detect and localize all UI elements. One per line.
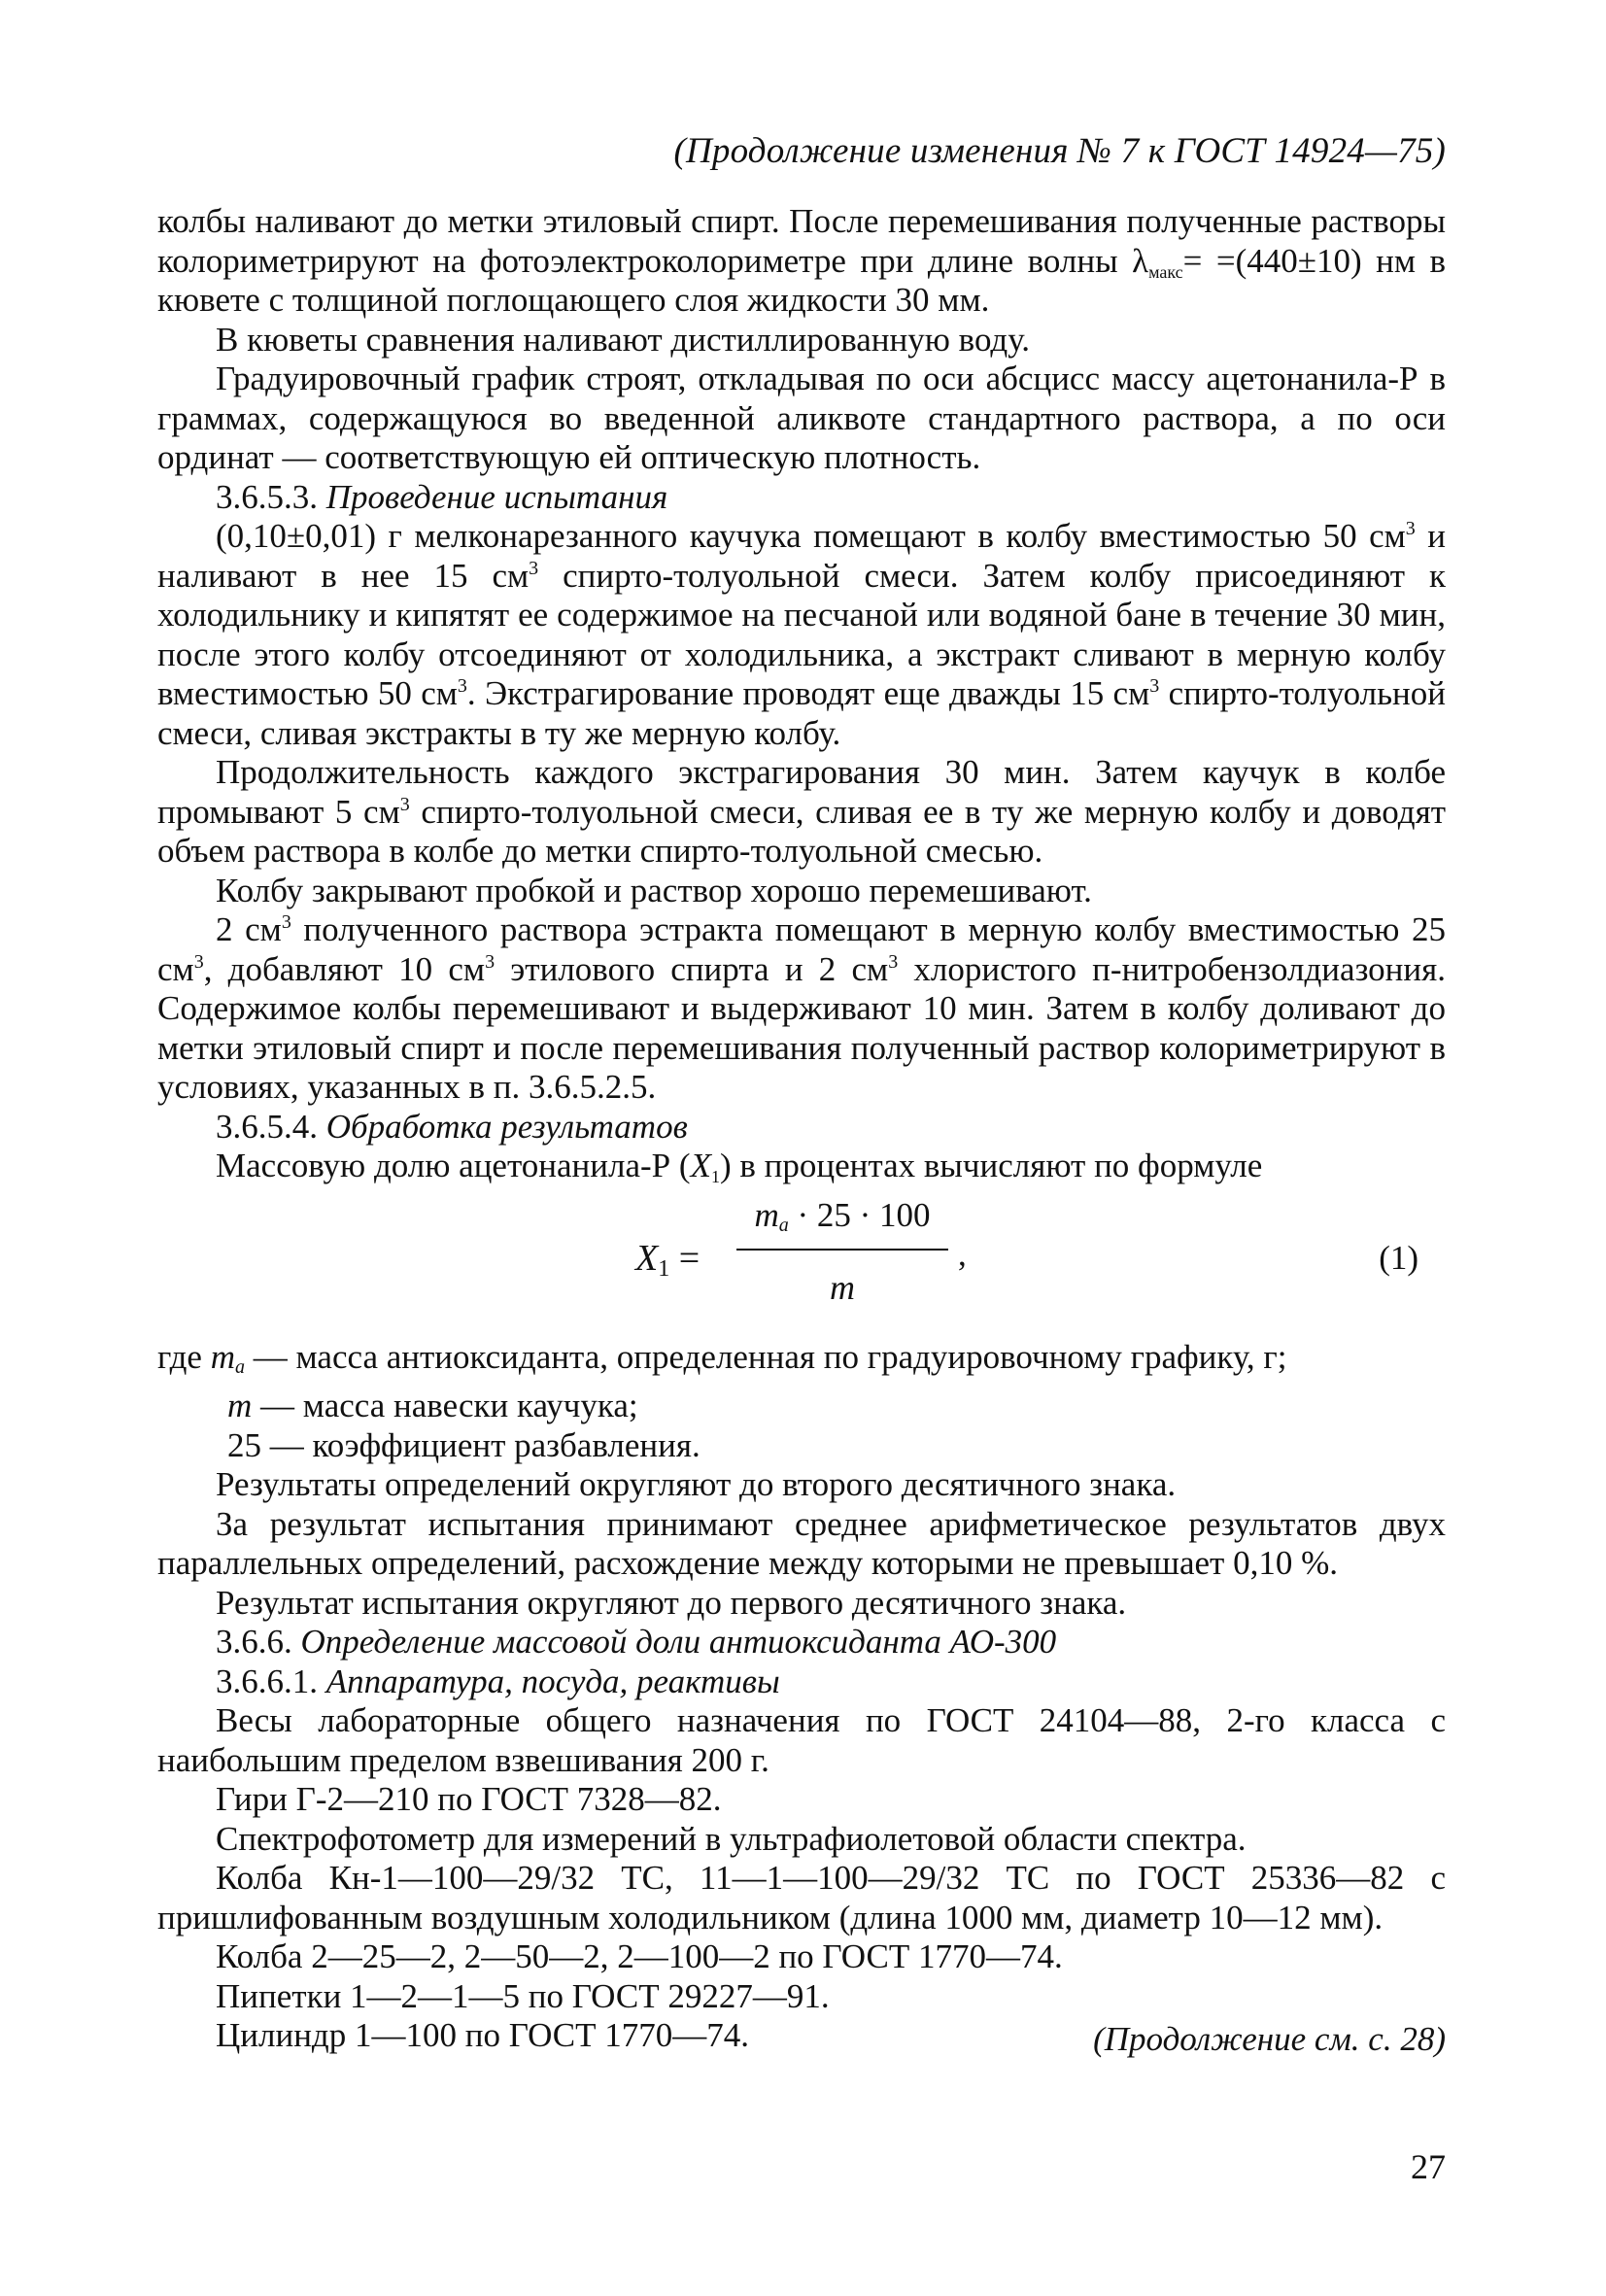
text-run: спирто-толуольной смеси, сливая ее в ту же мерную колбу и доводят объем раствора в колбе до метки спирто-толуольной смесью. [157, 792, 1447, 870]
formula-var-x: X [635, 1237, 659, 1279]
superscript-cube: 3 [485, 950, 495, 973]
subscript-max: макс [1148, 261, 1183, 282]
formula-equals: = [678, 1237, 700, 1279]
superscript-cube: 3 [888, 950, 899, 973]
continuation-note: (Продолжение см. с. 28) [1093, 2020, 1446, 2058]
subscript-one: 1 [710, 1167, 720, 1186]
section-heading-3661 [157, 1662, 1446, 1702]
section-title: Проведение испытания [325, 477, 668, 516]
section-heading-3653 [157, 478, 1446, 518]
paragraph-mass-fraction-intro [157, 1147, 1446, 1186]
section-number: 3.6.5.4. [216, 1107, 318, 1146]
paragraph-test-result-mean: За результат испытания принимают среднее арифметическое результатов двух параллельных определений, расхождение между которыми не превышает 0,10 %. [157, 1504, 1446, 1582]
paragraph-extraction-duration [157, 753, 1446, 872]
paragraph-rounding-first: Результат испытания округляют до первого десятичного знака. [216, 1583, 1127, 1622]
paragraph-close-flask: Колбу закрывают пробкой и раствор хорошо перемешивают. [216, 871, 1092, 909]
text-run: ) в процентах вычисляют по формуле [719, 1147, 1263, 1184]
paragraph-weights: Гири Г-2—210 по ГОСТ 7328—82. [216, 1780, 722, 1818]
formula-number: (1) [1379, 1238, 1418, 1277]
text-run: полученного раствора эстракта помещают в мерную колбу вместимостью 25 см [157, 910, 1446, 988]
section-title: Аппаратура, посуда, реактивы [325, 1662, 780, 1700]
page-number: 27 [1411, 2147, 1446, 2186]
paragraph-reference-cuvettes: В кюветы сравнения наливают дистиллированную воду. [216, 320, 1030, 359]
paragraph-calibration-graph: Градуировочный график строят, откладывая по оси абсцисс массу ацетонанила-Р в граммах, содержащуюся во введенной аликвоте стандартного раствора, а по оси ординат — соответствующую ей оптическую плотность. [157, 360, 1446, 476]
text-run: = =(440±10) нм в кювете с толщиной поглощающего слоя жидкости 30 мм. [157, 241, 1446, 319]
running-header: (Продолжение изменения № 7 к ГОСТ 14924—75) [673, 131, 1446, 171]
formula-denominator: m [830, 1267, 855, 1307]
paragraph-scales: Весы лабораторные общего назначения по ГОСТ 24104—88, 2-го класса с наибольшим пределом взвешивания 200 г. [157, 1701, 1446, 1779]
text-run: где [157, 1337, 211, 1376]
where-line-m [157, 1387, 1446, 1426]
formula-1 [635, 1190, 1141, 1336]
section-number: 3.6.6. [216, 1623, 292, 1661]
section-title: Обработка результатов [325, 1107, 688, 1146]
section-number: 3.6.6.1. [216, 1662, 318, 1700]
superscript-cube: 3 [399, 793, 410, 815]
paragraph-spectrophotometer: Спектрофотометр для измерений в ультрафиолетовой области спектра. [216, 1819, 1247, 1858]
document-body [157, 202, 1446, 2056]
text-run: спирто-толуольной смеси, сливая экстракты в ту же мерную колбу. [157, 674, 1446, 752]
variable-m: m [227, 1387, 253, 1424]
superscript-cube: 3 [457, 675, 467, 697]
section-heading-3654 [157, 1108, 1446, 1148]
text-run: спирто-толуольной смеси. Затем колбу присоединяют к холодильнику и кипятят ее содержимое на песчаной или водяной бане в течение 30 мин, после этого колбу отсоединяют от холодильника, а экстракт сливают в мерную колбу вместимостью 50 см [157, 556, 1447, 712]
superscript-cube: 3 [529, 557, 539, 579]
superscript-cube: 3 [193, 950, 204, 973]
subscript-a: a [235, 1355, 245, 1378]
formula-lhs [635, 1239, 700, 1289]
formula-numerator [731, 1196, 954, 1246]
superscript-cube: 3 [281, 911, 291, 933]
text-run: хлористого п-нитробензолдиазония. Содержимое колбы перемешивают и выдерживают 10 мин. Затем в колбу доливают до метки этиловый спирт и после перемешивания полученный раствор колориметрируют в условиях, указанных в п. 3.6.5.2.5. [157, 949, 1446, 1106]
variable-x: X [690, 1147, 711, 1184]
formula-comma: , [958, 1234, 967, 1273]
section-title: Определение массовой доли антиоксиданта АО-300 [300, 1623, 1057, 1661]
text-run: этилового спирта и 2 см [495, 949, 889, 988]
paragraph-extract-dilution [157, 910, 1446, 1108]
paragraph-test-procedure [157, 517, 1446, 753]
text-run: — масса навески каучука; [252, 1387, 638, 1424]
superscript-cube: 3 [1405, 518, 1416, 539]
fraction-bar [736, 1249, 948, 1251]
text-run: Массовую долю ацетонанила-Р ( [216, 1147, 691, 1184]
paragraph-pipettes: Пипетки 1—2—1—5 по ГОСТ 29227—91. [216, 1976, 830, 2015]
formula-sub-1: 1 [658, 1255, 670, 1282]
text-run: колбы наливают до метки этиловый спирт. После перемешивания полученные растворы колориметрируют на фотоэлектроколориметре при длине волны λ [157, 202, 1446, 280]
where-line-25: 25 — коэффициент разбавления. [227, 1425, 700, 1464]
paragraph-rounding-second: Результаты определений округляют до второго десятичного знака. [216, 1465, 1177, 1503]
text-run: . Экстрагирование проводят еще дважды 15 см [466, 674, 1150, 712]
paragraph-flask-volumetric: Колба 2—25—2, 2—50—2, 2—100—2 по ГОСТ 1770—74. [216, 1937, 1063, 1975]
paragraph-cylinder: Цилиндр 1—100 по ГОСТ 1770—74. [216, 2016, 750, 2054]
text-run: (0,10±0,01) г мелконарезанного каучука помещают в колбу вместимостью 50 см [216, 517, 1406, 555]
text-run: , добавляют 10 см [203, 949, 486, 988]
superscript-cube: 3 [1149, 675, 1160, 697]
text-run: Продолжительность каждого экстрагирования 30 мин. Затем каучук в колбе промывают 5 см [157, 753, 1446, 831]
formula-num-rest: · 25 · 100 [788, 1195, 931, 1234]
variable-m: m [210, 1337, 235, 1376]
text-run: и наливают в нее 15 см [157, 517, 1446, 595]
section-heading-366 [157, 1623, 1446, 1662]
paragraph-flask-kn: Колба Кн-1—100—29/32 ТС, 11—1—100—29/32 ТС по ГОСТ 25336—82 с пришлифованным воздушным холодильником (длина 1000 мм, диаметр 10—12 мм). [157, 1859, 1446, 1936]
text-run: 2 см [216, 910, 282, 948]
text-run: — масса антиоксиданта, определенная по градуировочному графику, г; [245, 1337, 1287, 1376]
section-number: 3.6.5.3. [216, 477, 318, 516]
where-line-ma [157, 1338, 1446, 1388]
paragraph-colorimetry [157, 202, 1446, 321]
formula-var-m: m [754, 1195, 779, 1234]
formula-block [157, 1190, 1446, 1336]
formula-sub-a: a [778, 1214, 789, 1236]
